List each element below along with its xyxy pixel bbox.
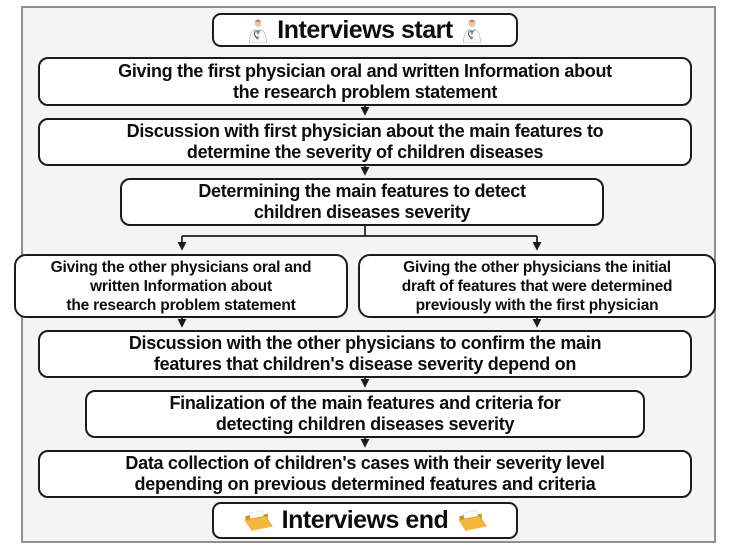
open-folder-icon [243,509,273,532]
step-line: determine the severity of children diseases [186,142,544,162]
step-line: Data collection of children's cases with their severity level [125,453,605,473]
start-terminal [212,13,518,47]
step-line: Discussion with first physician about the main features to [126,121,604,141]
step-other-physicians-draft [358,254,716,318]
step-line: features that children's disease severity depend on [153,354,577,374]
step-line: Giving the first physician oral and written Information about [118,60,612,81]
step-data-collection [38,450,692,498]
step-line: Giving the other physicians the initial [403,258,671,276]
step-line: previously with the first physician [415,296,659,314]
step-line: Discussion with the other physicians to confirm the main [128,333,602,353]
step-line: the research problem statement [66,296,296,314]
step-line: Determining the main features to detect [198,181,526,201]
step-finalization [85,390,645,438]
end-terminal [212,502,518,539]
step-first-physician-info [38,57,692,106]
physician-icon [462,17,482,43]
open-folder-icon [457,509,487,532]
step-line: the research problem statement [232,81,498,102]
step-line: written Information about [90,277,272,295]
step-line: Finalization of the main features and criteria for [169,393,561,413]
step-other-physicians-discussion [38,330,692,378]
step-line: depending on previous determined features and criteria [134,474,596,494]
step-line: detecting children diseases severity [215,414,515,434]
step-other-physicians-info [14,254,348,318]
step-determine-main-features [120,178,604,226]
step-line: children diseases severity [253,202,471,222]
connector-split-bar [182,226,537,236]
step-line: draft of features that were determined [401,277,673,295]
step-first-physician-discussion [38,118,692,166]
start-terminal-label: Interviews start [277,15,453,44]
end-terminal-label: Interviews end [281,506,449,534]
step-line: Giving the other physicians oral and [50,258,312,276]
physician-icon [248,17,268,43]
